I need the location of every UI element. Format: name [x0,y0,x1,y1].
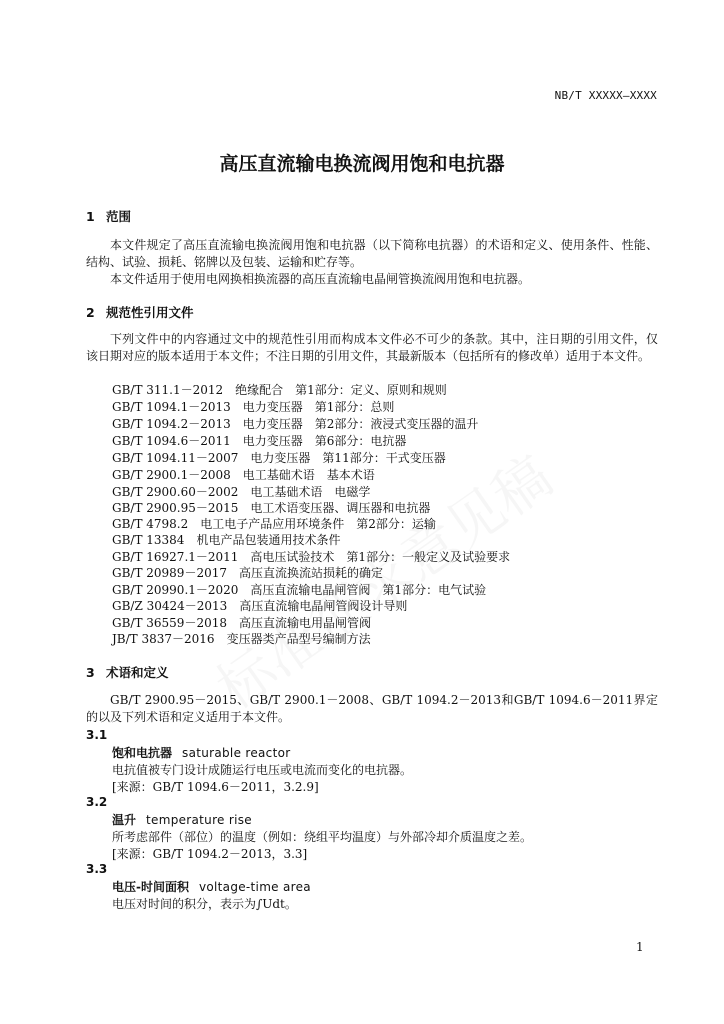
section-1-heading [86,207,131,225]
standard-code: NB/T XXXXX—XXXX [554,89,657,102]
term-name-en: saturable reactor [182,746,291,760]
term-source: [来源：GB/T 1094.2－2013，3.3] [112,847,308,861]
section-title: 范围 [106,209,132,224]
term-definition: 所考虑部件（部位）的温度（例如：绕组平均温度）与外部冷却介质温度之差。 [112,830,533,844]
term-number: 3.1 [86,728,108,742]
reference-item: GB/T 1094.6－2011 电力变压器 第6部分：电抗器 [112,434,407,448]
term-source: [来源：GB/T 1094.6－2011，3.2.9] [112,780,319,794]
section-2-intro: 下列文件中的内容通过文中的规范性引用而构成本文件必不可少的条款。其中，注日期的引用文件，仅该日期对应的版本适用于本文件；不注日期的引用文件，其最新版本（包括所有的修改单）适用于本文件。 [86,332,658,363]
term-definition: 电压对时间的积分，表示为∫Udt。 [112,897,297,911]
section-number: 1 [86,209,95,224]
reference-item: GB/T 13384 机电产品包装通用技术条件 [112,533,341,547]
reference-item: GB/Z 30424－2013 高压直流输电晶闸管阀设计导则 [112,599,408,613]
term-name-en: temperature rise [146,813,252,827]
section-number: 2 [86,305,95,320]
reference-item: GB/T 1094.11－2007 电力变压器 第11部分：干式变压器 [112,451,446,465]
reference-item: GB/T 4798.2 电工电子产品应用环境条件 第2部分：运输 [112,517,436,531]
term-name-zh: 温升 [112,813,137,827]
section-1-paragraph-1: 本文件规定了高压直流输电换流阀用饱和电抗器（以下简称电抗器）的术语和定义、使用条件、性能、结构、试验、损耗、铭牌以及包装、运输和贮存等。 [86,238,658,269]
reference-item: GB/T 2900.1－2008 电工基础术语 基本术语 [112,468,375,482]
reference-item: GB/T 2900.95－2015 电工术语变压器、调压器和电抗器 [112,501,431,515]
section-title: 术语和定义 [106,665,169,680]
section-3-intro: GB/T 2900.95－2015、GB/T 2900.1－2008、GB/T 1094.2－2013和GB/T 1094.6－2011界定的以及下列术语和定义适用于本文件。 [86,693,658,724]
section-title: 规范性引用文件 [106,305,194,320]
reference-item: GB/T 36559－2018 高压直流输电用晶闸管阀 [112,616,371,630]
reference-item: GB/T 2900.60－2002 电工基础术语 电磁学 [112,485,371,499]
reference-item: GB/T 20990.1－2020 高压直流输电晶闸管阀 第1部分：电气试验 [112,583,487,597]
term-entry [112,811,252,828]
reference-item: GB/T 1094.1－2013 电力变压器 第1部分：总则 [112,400,395,414]
document-title: 高压直流输电换流阀用饱和电抗器 [219,153,505,175]
reference-item: GB/T 20989－2017 高压直流换流站损耗的确定 [112,566,383,580]
term-entry [112,744,290,761]
term-entry [112,878,311,895]
section-1-paragraph-2: 本文件适用于使用电网换相换流器的高压直流输电晶闸管换流阀用饱和电抗器。 [110,272,531,286]
term-name-zh: 电压-时间面积 [112,880,189,894]
reference-item: GB/T 311.1－2012 绝缘配合 第1部分：定义、原则和规则 [112,383,447,397]
term-name-zh: 饱和电抗器 [112,746,173,760]
section-number: 3 [86,665,95,680]
reference-item: GB/T 16927.1－2011 高电压试验技术 第1部分：一般定义及试验要求 [112,550,511,564]
term-name-en: voltage-time area [198,880,311,894]
term-number: 3.2 [86,795,108,809]
section-3-heading [86,663,169,681]
reference-item: JB/T 3837－2016 变压器类产品型号编制方法 [112,632,371,646]
page-number: 1 [636,940,644,954]
term-number: 3.3 [86,862,108,876]
section-2-heading [86,303,194,321]
reference-item: GB/T 1094.2－2013 电力变压器 第2部分：液浸式变压器的温升 [112,417,479,431]
term-definition: 电抗值被专门设计成随运行电压或电流而变化的电抗器。 [112,763,413,777]
